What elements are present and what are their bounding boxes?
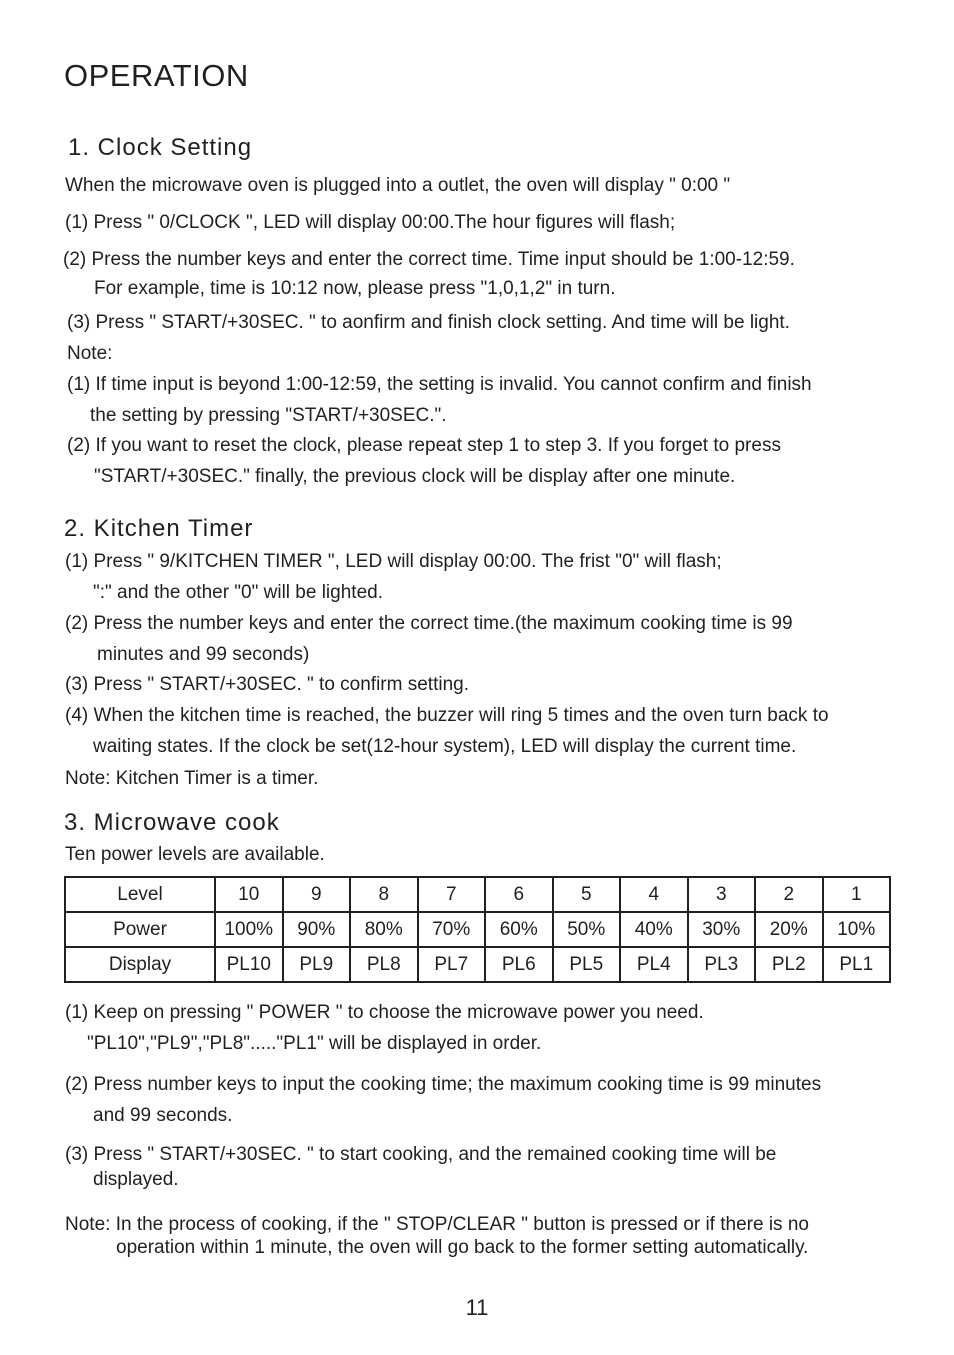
power-cell: 100% — [215, 912, 283, 947]
page-number: 11 — [465, 1295, 489, 1320]
paragraph-line: (2) If you want to reset the clock, please repeat step 1 to step 3. If you forget to press — [67, 435, 781, 456]
level-cell: 4 — [620, 877, 688, 912]
display-cell: PL6 — [485, 947, 553, 982]
display-cell: PL10 — [215, 947, 283, 982]
paragraph-line: (3) Press " START/+30SEC. " to confirm setting. — [65, 674, 470, 695]
level-cell: 8 — [350, 877, 418, 912]
level-cell: 1 — [823, 877, 891, 912]
paragraph-line: (4) When the kitchen time is reached, the buzzer will ring 5 times and the oven turn back to — [65, 705, 829, 726]
paragraph-line: "PL10","PL9","PL8"....."PL1" will be displayed in order. — [87, 1033, 542, 1054]
paragraph-line: and 99 seconds. — [93, 1105, 233, 1126]
note-label: Note: — [67, 343, 113, 364]
table-row-level — [65, 877, 890, 912]
table-row-display — [65, 947, 890, 982]
row-header-display: Display — [65, 947, 215, 982]
paragraph-line: displayed. — [93, 1169, 179, 1190]
paragraph-line: (1) Press " 0/CLOCK ", LED will display 00:00.The hour figures will flash; — [65, 212, 676, 233]
power-cell: 30% — [688, 912, 756, 947]
display-cell: PL7 — [418, 947, 486, 982]
section-heading-kitchen-timer: 2. Kitchen Timer — [64, 515, 254, 542]
level-cell: 2 — [755, 877, 823, 912]
paragraph-line: "START/+30SEC." finally, the previous clock will be display after one minute. — [94, 466, 736, 487]
display-cell: PL3 — [688, 947, 756, 982]
section-heading-clock-setting: 1. Clock Setting — [68, 134, 253, 161]
section-heading-microwave-cook: 3. Microwave cook — [64, 809, 280, 836]
display-cell: PL1 — [823, 947, 891, 982]
level-cell: 5 — [553, 877, 621, 912]
paragraph-line: minutes and 99 seconds) — [97, 644, 310, 665]
paragraph-line: (3) Press " START/+30SEC. " to start cooking, and the remained cooking time will be — [65, 1144, 777, 1165]
power-cell: 90% — [283, 912, 351, 947]
paragraph-line: (2) Press the number keys and enter the correct time.(the maximum cooking time is 99 — [65, 613, 793, 634]
paragraph-line: When the microwave oven is plugged into a outlet, the oven will display " 0:00 " — [65, 175, 731, 196]
display-cell: PL8 — [350, 947, 418, 982]
paragraph-line: (2) Press the number keys and enter the correct time. Time input should be 1:00-12:59. — [63, 249, 795, 270]
table-row-power — [65, 912, 890, 947]
level-cell: 3 — [688, 877, 756, 912]
power-cell: 10% — [823, 912, 891, 947]
power-cell: 50% — [553, 912, 621, 947]
display-cell: PL9 — [283, 947, 351, 982]
paragraph-line: (3) Press " START/+30SEC. " to aonfirm and finish clock setting. And time will be light. — [67, 312, 790, 333]
level-cell: 10 — [215, 877, 283, 912]
power-cell: 80% — [350, 912, 418, 947]
power-cell: 60% — [485, 912, 553, 947]
paragraph-line: the setting by pressing "START/+30SEC.". — [90, 405, 447, 426]
display-cell: PL4 — [620, 947, 688, 982]
row-header-power: Power — [65, 912, 215, 947]
paragraph-line: For example, time is 10:12 now, please press "1,0,1,2" in turn. — [94, 278, 616, 299]
power-cell: 40% — [620, 912, 688, 947]
paragraph-line: waiting states. If the clock be set(12-hour system), LED will display the current time. — [93, 736, 797, 757]
power-level-table — [64, 876, 891, 983]
note-line: Note: In the process of cooking, if the " STOP/CLEAR " button is pressed or if there is no — [65, 1214, 809, 1235]
power-cell: 70% — [418, 912, 486, 947]
paragraph-line: (1) Press " 9/KITCHEN TIMER ", LED will display 00:00. The frist "0" will flash; — [65, 551, 722, 572]
paragraph-line: (1) Keep on pressing " POWER " to choose the microwave power you need. — [65, 1002, 704, 1023]
paragraph-line: ":" and the other "0" will be lighted. — [93, 582, 383, 603]
paragraph-line: (2) Press number keys to input the cooking time; the maximum cooking time is 99 minutes — [65, 1074, 822, 1095]
paragraph-line: (1) If time input is beyond 1:00-12:59, the setting is invalid. You cannot confirm and finish — [67, 374, 812, 395]
note-line: Note: Kitchen Timer is a timer. — [65, 768, 319, 789]
page-title: OPERATION — [64, 58, 249, 93]
level-cell: 7 — [418, 877, 486, 912]
note-line: operation within 1 minute, the oven will go back to the former setting automatically. — [116, 1237, 809, 1258]
intro-line: Ten power levels are available. — [65, 844, 325, 865]
row-header-level: Level — [65, 877, 215, 912]
level-cell: 6 — [485, 877, 553, 912]
power-cell: 20% — [755, 912, 823, 947]
level-cell: 9 — [283, 877, 351, 912]
display-cell: PL2 — [755, 947, 823, 982]
display-cell: PL5 — [553, 947, 621, 982]
